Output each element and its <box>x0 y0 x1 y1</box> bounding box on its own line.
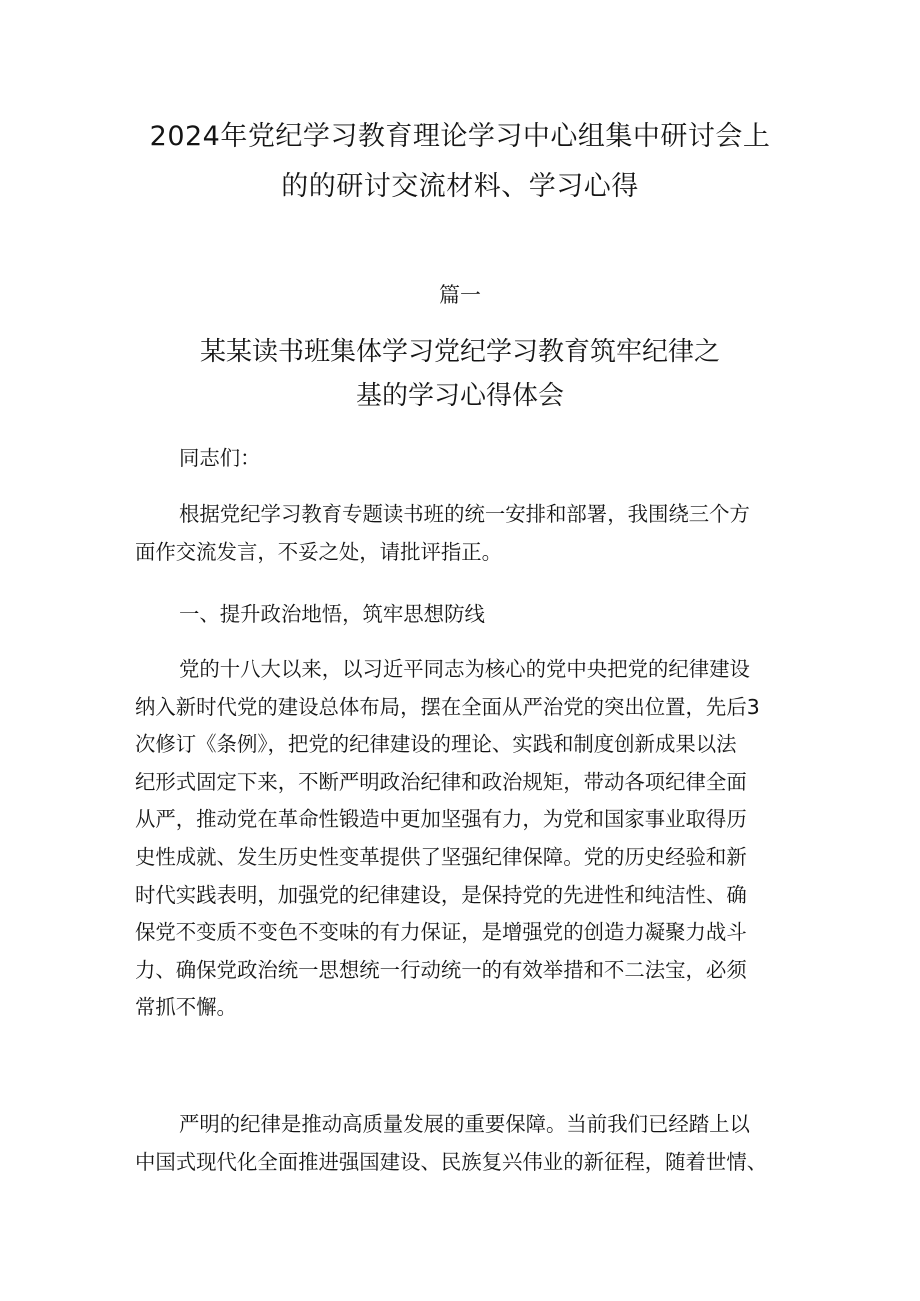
paragraph-line: 纪形式固定下来，不断严明政治纪律和政治规矩，带动各项纪律全面 <box>135 769 747 794</box>
paragraph-line: 保党不变质不变色不变味的有力保证，是增强党的创造力凝聚力战斗 <box>135 920 747 945</box>
article-subtitle-line-1: 某某读书班集体学习党纪学习教育筑牢纪律之 <box>199 337 720 367</box>
paragraph-line: 中国式现代化全面推进强国建设、民族复兴伟业的新征程，随着世情、 <box>135 1149 768 1174</box>
paragraph-line: 纳入新时代党的建设总体布局，摆在全面从严治党的突出位置，先后3 <box>135 694 760 719</box>
paragraph-line: 从严，推动党在革命性锻造中更加坚强有力，为党和国家事业取得历 <box>135 807 747 832</box>
article-subtitle-line-2: 基的学习心得体会 <box>355 381 564 411</box>
document-title-line-1: 2024年党纪学习教育理论学习中心组集中研讨会上 <box>149 121 771 152</box>
section-heading-text: 一、提升政治地悟，筑牢思想防线 <box>179 602 485 626</box>
paragraph-line: 时代实践表明，加强党的纪律建设，是保持党的先进性和纯洁性、确 <box>135 882 747 907</box>
paragraph-line: 党的十八大以来，以习近平同志为核心的党中央把党的纪律建设 <box>179 657 750 681</box>
salutation-text: 同志们： <box>179 446 261 470</box>
paragraph-line: 次修订《条例》，把党的纪律建设的理论、实践和制度创新成果以法 <box>135 732 737 757</box>
paragraph-line: 严明的纪律是推动高质量发展的重要保障。当前我们已经踏上以 <box>179 1112 750 1136</box>
paragraph-line: 常抓不懈。 <box>135 995 237 1020</box>
article-subtitle <box>100 330 820 418</box>
document-title-line-2: 的的研讨交流材料、学习心得 <box>281 171 639 202</box>
paragraph-intro <box>135 496 800 571</box>
salutation <box>135 440 800 478</box>
paragraph-discipline-development <box>135 1106 800 1181</box>
paragraph-line: 力、确保党政治统一思想统一行动统一的有效举措和不二法宝，必须 <box>135 957 747 982</box>
paragraph-line: 根据党纪学习教育专题读书班的统一安排和部署，我围绕三个方 <box>179 502 750 526</box>
paragraph-discipline-history <box>135 651 800 1027</box>
section-label: 篇一 <box>439 283 481 307</box>
section-heading-1 <box>135 596 800 634</box>
paragraph-line: 史性成就、发生历史性变革提供了坚强纪律保障。党的历史经验和新 <box>135 844 747 869</box>
paragraph-line: 面作交流发言，不妥之处，请批评指正。 <box>135 539 503 564</box>
document-title <box>100 112 820 212</box>
